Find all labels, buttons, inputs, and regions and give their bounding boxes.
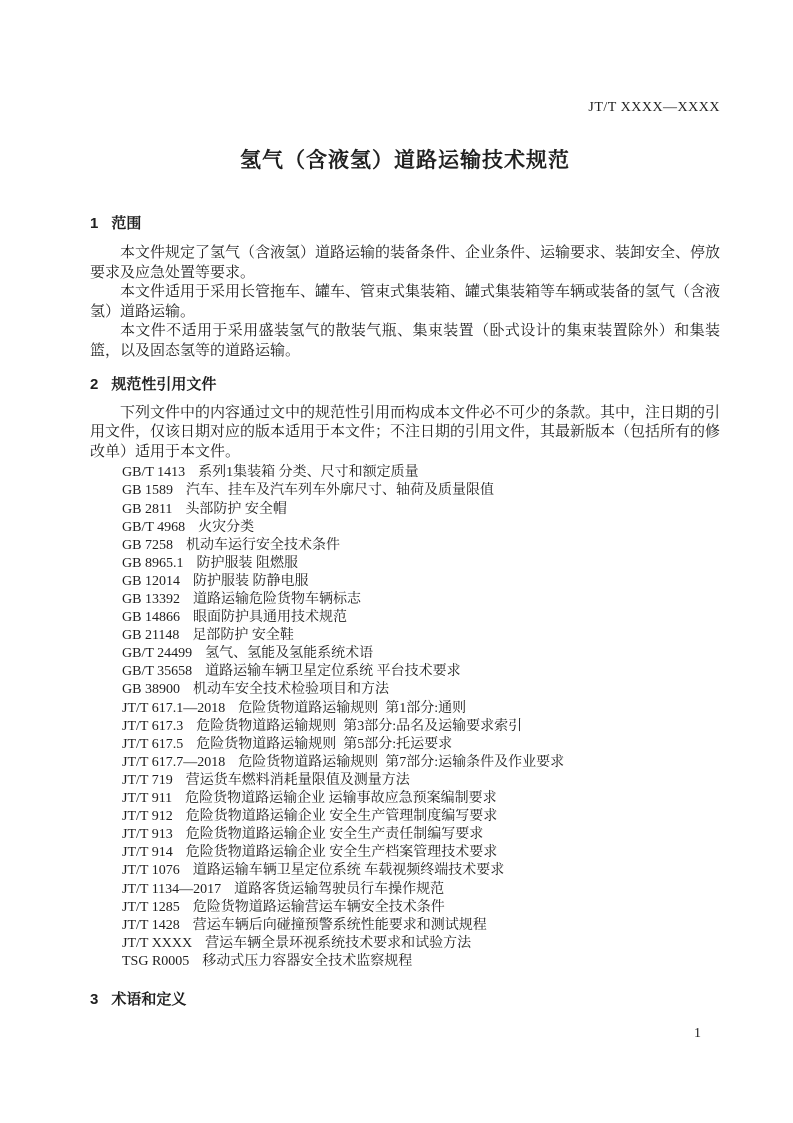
reference-item — [122, 519, 720, 537]
reference-title: 危险货物道路运输规则 第7部分:运输条件及作业要求 — [238, 754, 565, 770]
reference-title: 机动车安全技术检验项目和方法 — [192, 682, 389, 698]
reference-title: 危险货物道路运输规则 第5部分:托运要求 — [196, 736, 453, 752]
section-title: 术语和定义 — [111, 990, 187, 1008]
reference-code: JT/T 719 — [122, 772, 173, 788]
reference-code: TSG R0005 — [122, 953, 190, 969]
reference-item — [122, 555, 720, 573]
reference-item — [122, 663, 720, 681]
reference-code: JT/T 617.1—2018 — [122, 700, 226, 716]
reference-item — [122, 537, 720, 555]
reference-item — [122, 754, 720, 772]
reference-item — [122, 899, 720, 917]
reference-title: 氢气、氢能及氢能系统术语 — [205, 646, 374, 662]
reference-code: JT/T 911 — [122, 791, 173, 807]
reference-code: JT/T 1134—2017 — [122, 881, 222, 897]
reference-code: GB 7258 — [122, 537, 173, 553]
page-content — [0, 100, 793, 1009]
reference-code: GB 8965.1 — [122, 555, 184, 571]
reference-item — [122, 736, 720, 754]
reference-title: 危险货物道路运输企业 运输事故应急预案编制要求 — [185, 791, 497, 807]
paragraph: 本文件适用于采用长管拖车、罐车、管束式集装箱、罐式集装箱等车辆或装备的氢气（含液氢）道路运输。 — [90, 284, 721, 320]
reference-code: JT/T 1076 — [122, 863, 180, 879]
reference-item — [122, 700, 720, 718]
reference-item — [122, 790, 720, 808]
section-number: 2 — [90, 375, 99, 393]
paragraph: 本文件不适用于采用盛装氢气的散装气瓶、集束装置（卧式设计的集束装置除外）和集装篮，以及固态氢等的道路运输。 — [90, 323, 720, 359]
reference-title: 危险货物道路运输规则 第3部分:品名及运输要求索引 — [196, 718, 523, 734]
reference-title: 防护服装 防静电服 — [192, 573, 309, 589]
doc-code: JT/T XXXX—XXXX — [588, 100, 720, 115]
reference-title: 道路运输车辆卫星定位系统 平台技术要求 — [205, 664, 461, 680]
paragraph: 下列文件中的内容通过文中的规范性引用而构成本文件必不可少的条款。其中，注日期的引用文件，仅该日期对应的版本适用于本文件；不注日期的引用文件，其最新版本（包括所有的修改单）适用于本文件。 — [90, 404, 721, 460]
document-title: 氢气（含液氢）道路运输技术规范 — [240, 149, 570, 172]
reference-title: 道路运输危险货物车辆标志 — [192, 592, 361, 607]
reference-item — [122, 464, 720, 482]
reference-code: JT/T 914 — [122, 845, 173, 861]
reference-code: JT/T 617.3 — [122, 718, 184, 734]
reference-code: GB 38900 — [122, 682, 180, 698]
section-heading — [90, 215, 720, 233]
reference-code: GB/T 1413 — [122, 465, 186, 481]
reference-item — [122, 844, 720, 862]
reference-code: GB 21148 — [122, 628, 180, 644]
reference-code: GB 1589 — [122, 483, 173, 499]
reference-code: GB/T 35658 — [122, 664, 193, 680]
reference-title: 营运车辆全景环视系统技术要求和试验方法 — [205, 935, 472, 951]
reference-item — [122, 772, 720, 790]
section-heading — [90, 991, 720, 1009]
reference-title: 系列1集装箱 分类、尺寸和额定质量 — [198, 465, 419, 481]
reference-title: 危险货物道路运输营运车辆安全技术条件 — [192, 899, 445, 915]
reference-code: JT/T 1285 — [122, 899, 180, 915]
reference-title: 足部防护 安全鞋 — [192, 628, 294, 644]
reference-item — [122, 609, 720, 627]
reference-item — [122, 953, 720, 971]
reference-title: 危险货物道路运输企业 安全生产责任制编写要求 — [185, 827, 484, 843]
reference-item — [122, 718, 720, 736]
section-number: 3 — [90, 990, 99, 1008]
reference-code: GB 14866 — [122, 610, 180, 626]
reference-code: GB 2811 — [122, 501, 173, 517]
reference-code: GB 12014 — [122, 573, 180, 589]
section-heading — [90, 376, 720, 394]
section-paragraphs — [90, 404, 720, 463]
reference-item — [122, 627, 720, 645]
reference-title: 危险货物道路运输规则 第1部分:通则 — [238, 700, 467, 716]
reference-title: 机动车运行安全技术条件 — [185, 537, 340, 553]
section-title: 范围 — [111, 215, 142, 232]
section-paragraphs — [90, 244, 720, 362]
reference-item — [122, 482, 720, 500]
section-title: 规范性引用文件 — [111, 375, 217, 393]
reference-item — [122, 573, 720, 591]
reference-item — [122, 935, 720, 953]
reference-code: JT/T XXXX — [122, 935, 193, 951]
section-normative-references — [90, 376, 720, 971]
section-scope — [90, 215, 720, 362]
reference-title: 道路运输车辆卫星定位系统 车载视频终端技术要求 — [192, 863, 505, 879]
paragraph: 本文件规定了氢气（含液氢）道路运输的装备条件、企业条件、运输要求、装卸安全、停放要求及应急处置等要求。 — [90, 245, 721, 281]
reference-item — [122, 917, 720, 935]
reference-item — [122, 681, 720, 699]
reference-code: JT/T 1428 — [122, 917, 180, 933]
reference-item — [122, 862, 720, 880]
reference-code: GB/T 24499 — [122, 646, 193, 662]
reference-code: JT/T 617.5 — [122, 736, 184, 752]
reference-title: 危险货物道路运输企业 安全生产管理制度编写要求 — [185, 809, 498, 825]
reference-item — [122, 501, 720, 519]
section-number: 1 — [90, 215, 99, 232]
reference-item — [122, 591, 720, 609]
reference-code: GB/T 4968 — [122, 519, 186, 535]
reference-title: 头部防护 安全帽 — [185, 501, 287, 517]
reference-title: 汽车、挂车及汽车列车外廓尺寸、轴荷及质量限值 — [185, 483, 494, 499]
reference-code: GB 13392 — [122, 592, 180, 607]
reference-title: 道路客货运输驾驶员行车操作规范 — [234, 881, 445, 897]
reference-item — [122, 881, 720, 899]
reference-title: 移动式压力容器安全技术监察规程 — [202, 953, 413, 969]
reference-code: JT/T 912 — [122, 809, 173, 825]
page-number: 1 — [694, 1026, 701, 1041]
reference-title: 火灾分类 — [198, 519, 255, 535]
reference-title: 危险货物道路运输企业 安全生产档案管理技术要求 — [185, 845, 498, 861]
reference-item — [122, 645, 720, 663]
reference-list — [90, 464, 720, 971]
reference-item — [122, 826, 720, 844]
reference-title: 营运车辆后向碰撞预警系统性能要求和测试规程 — [192, 917, 487, 933]
reference-code: JT/T 913 — [122, 827, 173, 843]
reference-title: 防护服装 阻燃服 — [196, 555, 298, 571]
reference-item — [122, 808, 720, 826]
section-terms-definitions — [90, 991, 720, 1009]
reference-code: JT/T 617.7—2018 — [122, 754, 226, 770]
reference-title: 眼面防护具通用技术规范 — [192, 610, 347, 626]
reference-title: 营运货车燃料消耗量限值及测量方法 — [185, 772, 410, 788]
